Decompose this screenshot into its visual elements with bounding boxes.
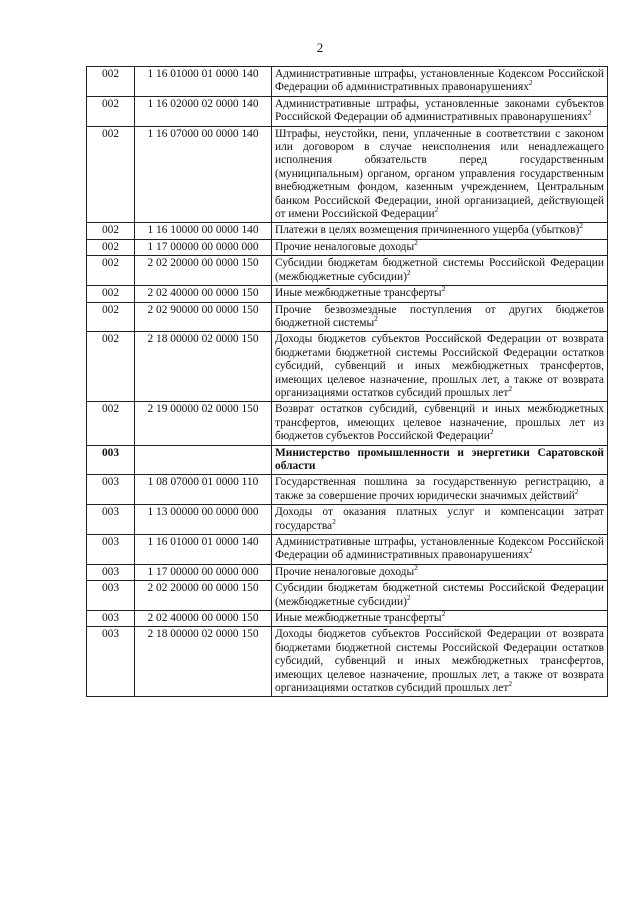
description-text [275,98,604,123]
budget-code-cell: 1 17 00000 00 0000 000 [135,239,272,255]
section-header-row [87,445,608,475]
budget-code-cell: 2 02 20000 00 0000 150 [135,581,272,611]
description-cell [272,332,608,402]
budget-code-cell: 1 16 07000 00 0000 140 [135,126,272,223]
description-label: Административные штрафы, установленные Кодексом Российской Федерации об административных правонарушениях [275,68,604,94]
budget-code-cell: 1 16 01000 01 0000 140 [135,67,272,97]
admin-code-cell: 002 [87,96,135,126]
description-label: Прочие безвозмездные поступления от других бюджетов бюджетной системы [275,303,604,329]
footnote-marker: 2 [508,384,513,394]
budget-code-cell [135,445,272,475]
description-text [275,536,604,561]
footnote-marker: 2 [406,267,411,277]
admin-code-cell: 002 [87,256,135,286]
admin-code-cell: 003 [87,475,135,505]
description-label: Возврат остатков субсидий, субвенций и иных межбюджетных трансфертов, имеющих целевое назначение, прошлых лет из бюджетов субъектов Российской Федерации [275,403,604,443]
table-row [87,256,608,286]
description-text [275,476,604,501]
admin-code-cell: 002 [87,302,135,332]
budget-code-cell: 1 16 02000 02 0000 140 [135,96,272,126]
description-text [275,68,604,93]
description-cell [272,302,608,332]
footnote-marker: 2 [579,221,583,231]
description-label: Административные штрафы, установленные законами субъектов Российской Федерации об административных правонарушениях [275,97,604,124]
description-text [275,506,604,531]
description-label: Государственная пошлина за государственную регистрацию, а также за совершение прочих юридически значимых действий [275,476,604,502]
description-text [275,447,604,472]
description-text [275,563,418,578]
admin-code-cell: 002 [87,223,135,239]
footnote-marker: 2 [489,427,494,437]
description-cell [272,256,608,286]
footnote-marker: 2 [434,205,439,215]
budget-code-cell: 2 18 00000 02 0000 150 [135,627,272,697]
table-row [87,126,608,223]
admin-code-cell: 002 [87,67,135,97]
admin-code-cell: 003 [87,505,135,535]
description-label: Прочие неналоговые доходы [275,240,415,253]
table-row [87,223,608,239]
table-row [87,286,608,302]
budget-code-cell: 1 16 01000 01 0000 140 [135,535,272,565]
description-label: Административные штрафы, установленные Кодексом Российской Федерации об административных правонарушениях [275,536,604,562]
admin-code-cell: 003 [87,627,135,697]
description-cell [272,475,608,505]
description-text [275,403,604,442]
budget-code-cell: 2 02 20000 00 0000 150 [135,256,272,286]
budget-code-cell: 1 17 00000 00 0000 000 [135,564,272,580]
footnote-marker: 2 [508,679,513,689]
budget-code-cell: 2 02 40000 00 0000 150 [135,611,272,627]
table-body [87,67,608,697]
admin-code-cell: 003 [87,535,135,565]
footnote-marker: 2 [374,314,378,324]
description-text [275,582,604,607]
admin-code-cell: 002 [87,332,135,402]
footnote-marker: 2 [414,563,418,573]
admin-code-cell: 002 [87,402,135,445]
table-row [87,611,608,627]
table-row [87,332,608,402]
table-row [87,581,608,611]
footnote-marker: 2 [441,609,446,619]
description-cell [272,126,608,223]
description-text [275,238,418,253]
description-label: Субсидии бюджетам бюджетной системы Российской Федерации (межбюджетные субсидии) [275,582,604,608]
footnote-marker: 2 [574,486,579,496]
table-row [87,96,608,126]
description-label: Доходы бюджетов субъектов Российской Федерации от возврата бюджетами бюджетной системы Российской Федерации остатков субсидий, субвенций и иных межбюджетных трансфертов, имеющих целевое назначение, прошлых лет, а также от возврата организациями остатков субсидий прошлых лет [275,628,604,695]
description-text [275,257,604,282]
budget-code-cell: 1 16 10000 00 0000 140 [135,223,272,239]
description-label: Доходы от оказания платных услуг и компенсации затрат государства [275,506,604,532]
description-cell [272,535,608,565]
footnote-marker: 2 [441,284,446,294]
description-label: Иные межбюджетные трансферты [275,612,442,625]
footnote-marker: 2 [406,592,411,602]
admin-code-cell: 002 [87,286,135,302]
description-label: Субсидии бюджетам бюджетной системы Российской Федерации (межбюджетные субсидии) [275,257,604,283]
table-row [87,475,608,505]
table-row [87,302,608,332]
budget-code-cell: 1 08 07000 01 0000 110 [135,475,272,505]
budget-table [86,66,608,697]
description-cell [272,286,608,302]
budget-code-cell: 2 02 90000 00 0000 150 [135,302,272,332]
budget-code-cell: 2 18 00000 02 0000 150 [135,332,272,402]
table-row [87,67,608,97]
budget-code-cell: 1 13 00000 00 0000 000 [135,505,272,535]
description-text [275,333,604,399]
description-cell [272,96,608,126]
description-cell [272,223,608,239]
description-text [275,304,604,329]
description-cell [272,627,608,697]
description-cell [272,67,608,97]
description-text [275,128,604,220]
description-cell [272,505,608,535]
budget-code-cell: 2 19 00000 02 0000 150 [135,402,272,445]
description-text [275,284,446,300]
table-row [87,627,608,697]
description-label: Штрафы, неустойки, пени, уплаченные в соответствии с законом или договором в случае неисполнения или ненадлежащего исполнения обязательств перед государственным (муниципальным) органом, органом управления государственным внебюджетным фондом, казенным учреждением, Центральным банком Российской Федерации, иной организацией, действующей от имени Российской Федерации [275,127,604,221]
admin-code-cell: 003 [87,611,135,627]
description-cell [272,445,608,475]
budget-code-cell: 2 02 40000 00 0000 150 [135,286,272,302]
description-text [275,628,604,694]
table-row [87,535,608,565]
table-row [87,402,608,445]
footnote-marker: 2 [414,238,418,248]
description-label: Платежи в целях возмещения причиненного ущерба (убытков) [275,224,580,237]
footnote-marker: 2 [587,108,592,118]
description-cell [272,402,608,445]
admin-code-cell: 003 [87,581,135,611]
description-cell [272,239,608,255]
footnote-marker: 2 [528,546,533,556]
description-cell [272,611,608,627]
description-text [275,609,446,625]
description-text [275,221,583,237]
page-number: 2 [316,40,324,55]
admin-code-cell: 003 [87,445,135,475]
footnote-marker: 2 [528,78,533,88]
footnote-marker: 2 [332,516,336,526]
description-label: Доходы бюджетов субъектов Российской Федерации от возврата бюджетами бюджетной системы Российской Федерации остатков субсидий, субвенций и иных межбюджетных трансфертов, имеющих целевое назначение, прошлых лет, а также от возврата организациями остатков субсидий прошлых лет [275,333,604,399]
table-row [87,239,608,255]
table-row [87,564,608,580]
description-label: Прочие неналоговые доходы [275,565,415,578]
description-cell [272,564,608,580]
admin-code-cell: 003 [87,564,135,580]
table-row [87,505,608,535]
description-label: Иные межбюджетные трансферты [275,287,442,300]
admin-code-cell: 002 [87,126,135,223]
description-cell [272,581,608,611]
admin-code-cell: 002 [87,239,135,255]
description-label: Министерство промышленности и энергетики Саратовской области [275,446,604,472]
